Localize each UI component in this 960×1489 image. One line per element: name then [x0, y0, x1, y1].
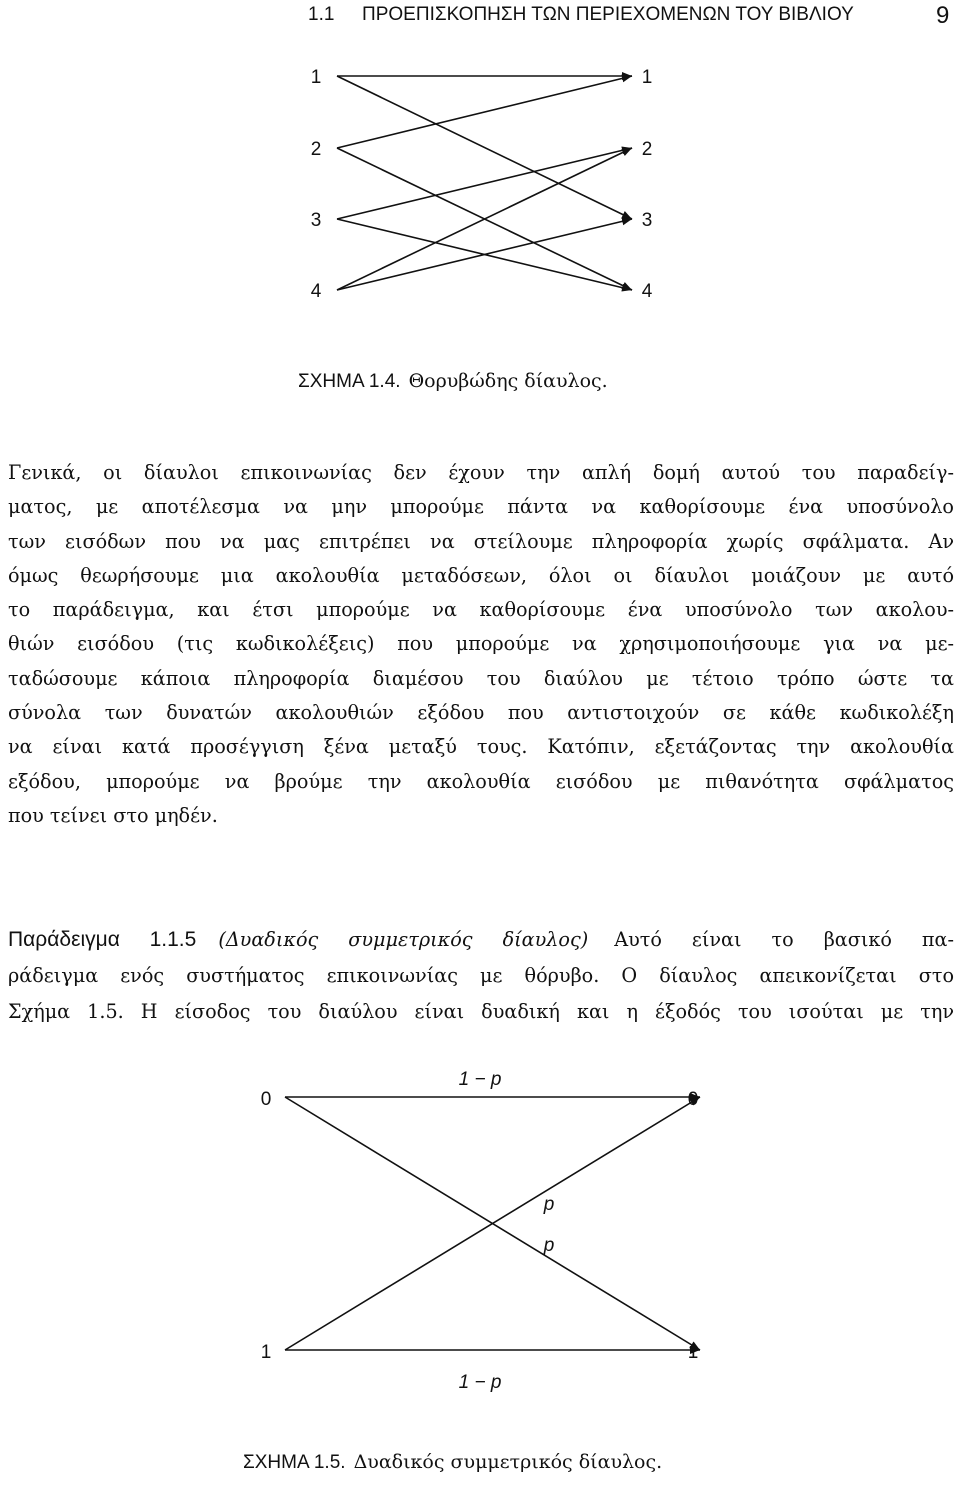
running-header — [308, 4, 948, 34]
example-title-open-paren: ( — [218, 928, 226, 951]
input-node-label: 4 — [310, 281, 322, 302]
edge-2-to-1 — [337, 76, 632, 148]
edge-3-to-2 — [337, 148, 632, 219]
example-line-1-text: Αυτό είναι το βασικό πα- — [614, 928, 954, 951]
figure-1-4-caption-label: ΣΧΗΜΑ 1.4. — [298, 371, 401, 392]
paragraph-line: το παράδειγμα, και έτσι μπορούμε να καθορίσουμε ένα υποσύνολο των ακολου- — [8, 598, 954, 622]
input-1-label: 1 — [260, 1342, 272, 1363]
output-1-label: 1 — [687, 1342, 699, 1363]
input-node-label: 2 — [310, 139, 322, 160]
output-0-label: 0 — [687, 1089, 699, 1110]
output-node-label: 3 — [641, 210, 653, 231]
output-node-label: 2 — [641, 139, 653, 160]
page-number: 9 — [936, 2, 950, 29]
running-title: ΠΡΟΕΠΙΣΚΟΠΗΣΗ ΤΩΝ ΠΕΡΙΕΧΟΜΕΝΩΝ ΤΟΥ ΒΙΒΛΙΟΥ — [362, 4, 854, 25]
figure-1-5-binary-symmetric-channel — [0, 1060, 960, 1400]
output-node-label: 4 — [641, 281, 653, 302]
example-line-1 — [8, 922, 954, 958]
body-paragraph — [8, 456, 954, 833]
paragraph-line: εξόδου, μπορούμε να βρούμε την ακολουθία εισόδου με πιθανότητα σφάλματος — [8, 769, 954, 793]
section-number: 1.1 — [308, 4, 335, 25]
example-title-text: Δυαδικός συμμετρικός δίαυλος — [225, 928, 581, 951]
paragraph-line: ταδώσουμε κάποια πληροφορία διαμέσου του διαύλου με τέτοιο τρόπο ώστε τα — [8, 666, 954, 690]
bottom-probability-label: 1 − p — [458, 1372, 502, 1393]
figure-1-4-caption-text: Θορυβώδης δίαυλος. — [408, 370, 608, 392]
paragraph-line: Γενικά, οι δίαυλοι επικοινωνίας δεν έχουν την απλή δομή αυτού του παραδείγ- — [8, 461, 954, 484]
paragraph-line: θιών εισόδου (τις κωδικολέξεις) που μπορούμε να χρησιμοποιήσουμε για να με- — [8, 632, 954, 656]
figure-1-5-caption-label: ΣΧΗΜΑ 1.5. — [243, 1452, 346, 1473]
cross-probability-label-1: p — [543, 1194, 555, 1215]
top-probability-label: 1 − p — [458, 1069, 502, 1090]
figure-1-4-noisy-channel — [0, 50, 960, 320]
example-title — [218, 928, 588, 951]
paragraph-line: ματος, με αποτέλεσμα να μην μπορούμε πάντα να καθορίσουμε ένα υποσύνολο — [8, 495, 954, 519]
example-title-close-paren: ) — [580, 928, 589, 951]
example-line-3: Σχήμα 1.5. Η είσοδος του διαύλου είναι δυαδική και η έξοδός του ισούται με την — [8, 1000, 954, 1023]
figure-1-4-caption — [298, 370, 608, 393]
figure-1-4-inputs — [311, 67, 322, 302]
paragraph-line: των εισόδων που να μας επιτρέπει να στείλουμε πληροφορία χωρίς σφάλματα. Αν — [8, 529, 954, 553]
figure-1-5-caption — [243, 1451, 662, 1474]
figure-1-4-outputs — [642, 67, 653, 302]
paragraph-line: όμως θεωρήσουμε μια ακολουθία μεταδόσεων, όλοι οι δίαυλοι μοιάζουν με αυτό — [8, 563, 954, 587]
example-label: Παράδειγμα 1.1.5 — [8, 928, 197, 951]
example-line-2: ράδειγμα ενός συστήματος επικοινωνίας με θόρυβο. Ο δίαυλος απεικονίζεται στο — [8, 964, 954, 987]
edge-1-to-3 — [337, 76, 632, 219]
paragraph-line: να είναι κατά προσέγγιση ξένα μεταξύ τους. Κατόπιν, εξετάζοντας την ακολουθία — [8, 735, 954, 759]
input-node-label: 1 — [310, 67, 322, 88]
figure-1-4-edges — [337, 76, 632, 290]
paragraph-line: που τείνει στο μηδέν. — [8, 803, 218, 827]
paragraph-line: σύνολα των δυνατών ακολουθιών εξόδου που αντιστοιχούν σε κάθε κωδικολέξη — [8, 701, 954, 725]
input-node-label: 3 — [310, 210, 322, 231]
input-0-label: 0 — [260, 1089, 272, 1110]
figure-1-5-caption-text: Δυαδικός συμμετρικός δίαυλος. — [353, 1451, 663, 1473]
example-1-1-5 — [8, 922, 954, 1030]
cross-probability-label-2: p — [543, 1235, 555, 1256]
output-node-label: 1 — [641, 67, 653, 88]
